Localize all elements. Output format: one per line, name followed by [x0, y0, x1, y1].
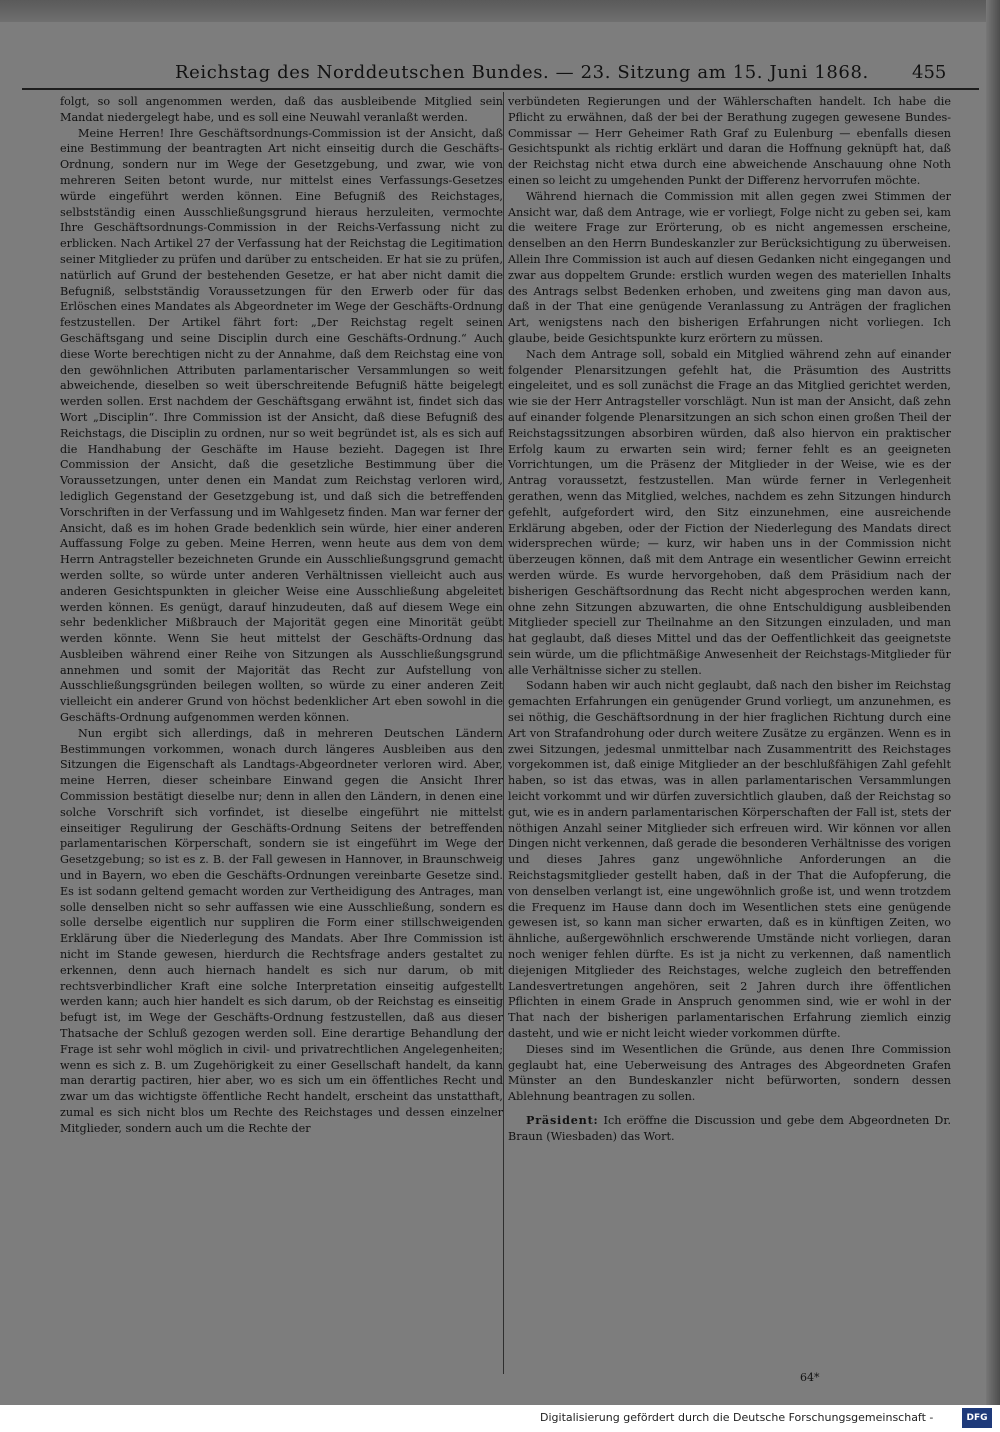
header-rule [22, 88, 979, 90]
footer-credit: Digitalisierung gefördert durch die Deutsche Forschungsgemeinschaft - [540, 1411, 934, 1424]
president-paragraph [508, 1113, 951, 1145]
running-header: Reichstag des Norddeutschen Bundes. — 23. Sitzung am 15. Juni 1868. [175, 62, 869, 83]
right-column [508, 94, 951, 1369]
sheet-signature: 64* [800, 1371, 820, 1384]
scan-right-edge [986, 0, 1000, 1405]
paragraph: Meine Herren! Ihre Geschäftsordnungs-Commission ist der Ansicht, daß eine Bestimmung der beantragten Art nicht einseitig durch die Geschäfts-Ordnung, sondern nur im Wege der Gesetzgebung, und zwar, wie von mehreren Seiten betont wurde, nur mittelst eines Verfassungs-Gesetzes würde eingeführt werden können. Eine Befugniß des Reichstages, selbstständig einen Ausschließungsgrund hieraus herzuleiten, vermochte Ihre Geschäftsordnungs-Commission in der Reichs-Verfassung nicht zu erblicken. Nach Artikel 27 der Verfassung hat der Reichstag die Legitimation seiner Mitglieder zu prüfen und darüber zu entscheiden. Er hat sie zu prüfen, natürlich auf Grund der bestehenden Gesetze, er hat aber nicht damit die Befugniß, selbstständig Voraussetzungen für den Erwerb oder für das Erlöschen eines Mandates als Abgeordneter im Wege der Geschäfts-Ordnung festzustellen. Der Artikel fährt fort: „Der Reichstag regelt seinen Geschäftsgang und seine Disciplin durch eine Geschäfts-Ordnung.“ Auch diese Worte berechtigen nicht zu der Annahme, daß dem Reichstag eine von den gewöhnlichen Attributen parlamentarischer Versammlungen so weit abweichende, dieselben so weit überschreitende Befugniß hätte beigelegt werden sollen. Erst nachdem der Geschäftsgang erwähnt ist, findet sich das Wort „Disciplin“. Ihre Commission ist der Ansicht, daß diese Befugniß des Reichstags, die Disciplin zu ordnen, nur so weit begründet ist, als es sich auf die Handhabung der Geschäfte im Hause bezieht. Dagegen ist Ihre Commission der Ansicht, daß die gesetzliche Bestimmung über die Voraussetzungen, unter denen ein Mandat zum Reichstag verloren wird, lediglich Gegenstand der Gesetzgebung ist, und daß sich die betreffenden Vorschriften in der Verfassung und im Wahlgesetz finden. Man war ferner der Ansicht, daß es im hohen Grade bedenklich sein würde, hier einer anderen Auffassung Folge zu geben. Meine Herren, wenn heute aus dem von dem Herrn Antragsteller bezeichneten Grunde ein Ausschließungsgrund gemacht werden sollte, so würde unter anderen Verhältnissen vielleicht auch aus anderen Gesichtspunkten in gleicher Weise eine Ausschließung abgeleitet werden können. Es genügt, darauf hinzudeuten, daß auf diesem Wege ein sehr bedenklicher Mißbrauch der Majorität gegen eine Minorität geübt werden könnte. Wenn Sie heut mittelst der Geschäfts-Ordnung das Ausbleiben während einer Reihe von Sitzungen als Ausschließungsgrund annehmen und somit der Majorität das Recht zur Aufstellung von Ausschließungsgründen beilegen wollten, so würde zu einer anderen Zeit vielleicht ein anderer Grund von höchst bedenklicher Art eben sowohl in die Geschäfts-Ordnung aufgenommen werden können. [60, 126, 503, 725]
paragraph: Nun ergibt sich allerdings, daß in mehreren Deutschen Ländern Bestimmungen vorkommen, wonach durch längeres Ausbleiben aus den Sitzungen die Eigenschaft als Landtags-Abgeordneter verloren wird. Aber, meine Herren, dieser scheinbare Einwand gegen die Ansicht Ihrer Commission bestätigt dieselbe nur; denn in allen den Ländern, in denen eine solche Vorschrift sich vorfindet, ist dieselbe eingeführt nie mittelst einseitiger Regulirung der Geschäfts-Ordnung Seitens der betreffenden parlamentarischen Körperschaft, sondern sie ist eingeführt im Wege der Gesetzgebung; so ist es z. B. der Fall gewesen in Hannover, in Braunschweig und in Bayern, wo eben die Geschäfts-Ordnungen vereinbarte Gesetze sind. Es ist sodann geltend gemacht worden zur Vertheidigung des Antrages, man solle denselben nicht so sehr auffassen wie eine Ausschließung, sondern es solle derselbe eigentlich nur suppliren die Form einer stillschweigenden Erklärung über die Niederlegung des Mandats. Aber Ihre Commission ist nicht im Stande gewesen, hierdurch die Rechtsfrage anders gestaltet zu erkennen, denn auch hiernach handelt es sich nur darum, ob mit rechtsverbindlicher Kraft eine solche Interpretation einseitig aufgestellt werden kann; auch hier handelt es sich darum, ob der Reichstag es einseitig befugt ist, im Wege der Geschäfts-Ordnung festzustellen, daß aus dieser Thatsache der Schluß gezogen werden soll. Eine derartige Behandlung der Frage ist sehr wohl möglich in civil- und privatrechtlichen Angelegenheiten; wenn es sich z. B. um Zugehörigkeit zu einer Gesellschaft handelt, da kann man derartig pactiren, hier aber, wo es sich um ein öffentliches Recht und zwar um das wichtigste öffentliche Recht handelt, erscheint das unstatthaft, zumal es sich nicht blos um Rechte des Reichstages und dessen einzelner Mitglieder, sondern auch um die Rechte der [60, 726, 503, 1135]
dfg-logo: DFG [962, 1408, 992, 1428]
paragraph: folgt, so soll angenommen werden, daß das ausbleibende Mitglied sein Mandat niedergelegt habe, und es soll eine Neuwahl veranlaßt werden. [60, 95, 503, 124]
paragraph: Dieses sind im Wesentlichen die Gründe, aus denen Ihre Commission geglaubt hat, eine Ueberweisung des Antrages des Abgeordneten Grafen Münster an den Bundeskanzler nicht befürworten, sondern dessen Ablehnung beantragen zu sollen. [508, 1042, 951, 1104]
scan-top-edge [0, 0, 1000, 22]
paragraph: Während hiernach die Commission mit allen gegen zwei Stimmen der Ansicht war, daß dem Antrage, wie er vorliegt, Folge nicht zu geben sei, kam die weitere Frage zur Erörterung, ob es nicht angemessen erscheine, denselben an den Herrn Bundeskanzler zur Berücksichtigung zu überweisen. Allein Ihre Commission ist auch auf diesen Gedanken nicht eingegangen und zwar aus doppeltem Grunde: erstlich wurden wegen des materiellen Inhalts des Antrags selbst Bedenken erhoben, und zweitens ging man davon aus, daß in der That eine genügende Veranlassung zu Anträgen der fraglichen Art, wenigstens nach den bisherigen Erfahrungen nicht vorliegen. Ich glaube, beide Gesichtspunkte kurz erörtern zu müssen. [508, 189, 951, 345]
paragraph: verbündeten Regierungen und der Wählerschaften handelt. Ich habe die Pflicht zu erwähnen, daß der bei der Berathung zugegen gewesene Bundes-Commissar — Herr Geheimer Rath Graf zu Eulenburg — ebenfalls diesen Gesichtspunkt als richtig erklärt und daran die Hoffnung geknüpft hat, daß der Reichstag nicht etwa durch eine abweichende Anschauung ohne Noth einen so leicht zu umgehenden Punkt der Differenz hervorrufen möchte. [508, 95, 951, 187]
column-divider [503, 92, 504, 1374]
speaker-label: Präsident: [526, 1113, 599, 1127]
page-number: 455 [912, 62, 947, 83]
president-statement: Ich eröffne die Discussion und gebe dem Abgeordneten Dr. Braun (Wiesbaden) das Wort. [508, 1114, 952, 1143]
paragraph: Sodann haben wir auch nicht geglaubt, daß nach den bisher im Reichstag gemachten Erfahrungen ein genügender Grund vorliegt, um anzunehmen, es sei nöthig, die Geschäftsordnung in der hier fraglichen Richtung durch eine Art von Strafandrohung oder durch weitere Zusätze zu ergänzen. Wenn es in zwei Sitzungen, jedesmal unmittelbar nach Zusammentritt des Reichstages vorgekommen ist, daß einige Mitglieder an der beschlußfähigen Zahl gefehlt haben, so ist das etwas, was in allen parlamentarischen Versammlungen leicht vorkommt und wir dürfen zuversichtlich glauben, daß der Reichstag so gut, wie es in andern parlamentarischen Körperschaften der Fall ist, stets der nöthigen Anzahl seiner Mitglieder sich erfreuen wird. Wir können vor allen Dingen nicht verkennen, daß gerade die besonderen Verhältnisse des vorigen und dieses Jahres ganz ungewöhnliche Anforderungen an die Reichstagsmitglieder gestellt haben, daß in der That die Aufopferung, die von denselben verlangt ist, eine ungewöhnlich große ist, und wenn trotzdem die Frequenz im Hause dann doch im Wesentlichen stets eine genügende gewesen ist, so kann man sicher erwarten, daß es in künftigen Zeiten, wo ähnliche, außergewöhnlich erschwerende Umstände nicht vorliegen, daran noch weniger fehlen dürfte. Es ist ja nicht zu verkennen, daß namentlich diejenigen Mitglieder des Reichstages, welche zugleich den betreffenden Landesvertretungen angehören, seit 2 Jahren durch ihre öffentlichen Pflichten in einem Grade in Anspruch genommen sind, wie er wohl in der That nach der bisherigen parlamentarischen Erfahrung ziemlich einzig dasteht, und wie er nicht leicht wieder vorkommen dürfte. [508, 679, 951, 1041]
paragraph: Nach dem Antrage soll, sobald ein Mitglied während zehn auf einander folgender Plenarsitzungen gefehlt hat, die Präsumtion des Austritts eingeleitet, und es soll zunächst die Frage an das Mitglied gerichtet werden, wie sie der Herr Antragsteller vorschlägt. Nun ist man der Ansicht, daß zehn auf einander folgende Plenarsitzungen an sich schon einen großen Theil der Reichstagssitzungen absorbiren würden, daß also hiervon ein praktischer Erfolg kaum zu erwarten sein wird; ferner fehlt es an geeigneten Vorrichtungen, um die Präsenz der Mitglieder in der Weise, wie es der Antrag voraussetzt, festzustellen. Man würde ferner in Verlegenheit gerathen, wenn das Mitglied, welches, nachdem es zehn Sitzungen hindurch gefehlt, aufgefordert wird, den Sitz einzunehmen, eine ausreichende Erklärung abgeben, oder der Fiction der Niederlegung des Mandats direct widersprechen würde; — kurz, wir haben uns in der Commission nicht überzeugen können, daß mit dem Antrage ein wesentlicher Gewinn erreicht werden würde. Es wurde hervorgehoben, daß dem Präsidium nach der bisherigen Geschäftsordnung das Recht nicht abgesprochen werden kann, ohne zehn Sitzungen abzuwarten, die ohne Entschuldigung ausbleibenden Mitglieder speciell zur Theilnahme an den Sitzungen einzuladen, und man hat geglaubt, daß dieses Mittel und das der Oeffentlichkeit das geeignetste sein würde, um die pflichtmäßige Anwesenheit der Reichstags-Mitglieder für alle Verhältnisse sicher zu stellen. [508, 347, 951, 677]
left-column [60, 94, 503, 1369]
